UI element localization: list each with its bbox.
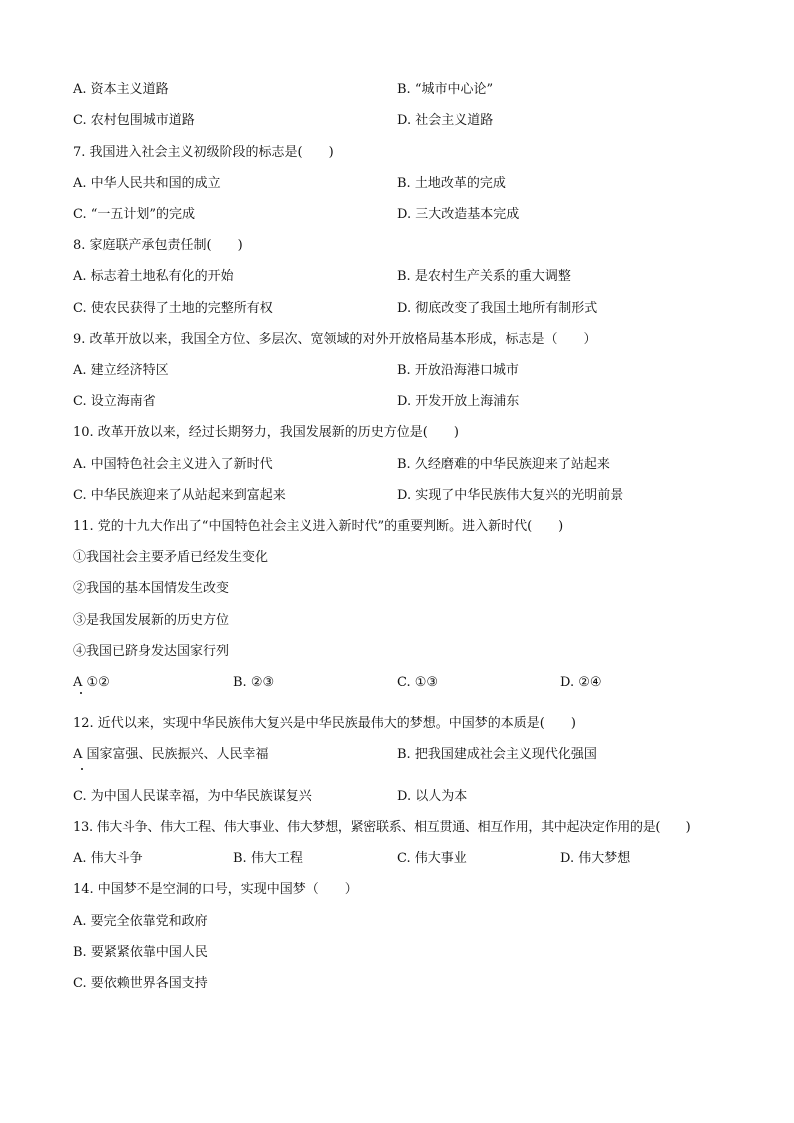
q8-stem: 8. 家庭联产承包责任制( ) (73, 238, 243, 253)
q13-option-b: B. 伟大工程 (233, 851, 303, 866)
q7-option-a: A. 中华人民共和国的成立 (73, 176, 221, 191)
q10-option-b: B. 久经磨难的中华民族迎来了站起来 (397, 457, 610, 472)
q8-option-c: C. 使农民获得了土地的完整所有权 (73, 301, 273, 316)
q12-option-d: D. 以人为本 (397, 789, 468, 804)
q11-option-b: B. ②③ (233, 675, 275, 690)
q9-option-b: B. 开放沿海港口城市 (397, 363, 519, 378)
q11-statement-1: ①我国社会主要矛盾已经发生变化 (73, 550, 269, 565)
q11-option-a-dot (80, 692, 82, 694)
q12-stem: 12. 近代以来，实现中华民族伟大复兴是中华民族最伟大的梦想。中国梦的本质是( ) (73, 716, 576, 731)
q14-stem: 14. 中国梦不是空洞的口号，实现中国梦（ ） (73, 882, 358, 897)
q6-option-c: C. 农村包围城市道路 (73, 113, 195, 128)
q13-option-c: C. 伟大事业 (397, 851, 467, 866)
q11-option-c: C. ①③ (397, 675, 439, 690)
q7-option-b: B. 土地改革的完成 (397, 176, 506, 191)
q13-option-a: A. 伟大斗争 (73, 851, 143, 866)
q11-statement-4: ④我国已跻身发达国家行列 (73, 644, 230, 659)
q12-option-a: A 国家富强、民族振兴、人民幸福 (73, 747, 269, 762)
q11-statement-3: ③是我国发展新的历史方位 (73, 613, 230, 628)
q12-option-c: C. 为中国人民谋幸福，为中华民族谋复兴 (73, 789, 312, 804)
q6-option-b: B. “城市中心论” (397, 82, 494, 97)
q7-option-d: D. 三大改造基本完成 (397, 207, 520, 222)
q11-option-a: A ①② (73, 675, 110, 690)
q12-option-b: B. 把我国建成社会主义现代化强国 (397, 747, 597, 762)
q10-option-a: A. 中国特色社会主义进入了新时代 (73, 457, 273, 472)
q9-option-d: D. 开发开放上海浦东 (397, 394, 520, 409)
q8-option-b: B. 是农村生产关系的重大调整 (397, 269, 571, 284)
q12-option-a-dot (81, 768, 83, 770)
q13-option-d: D. 伟大梦想 (560, 851, 631, 866)
q11-option-d: D. ②④ (560, 675, 602, 690)
q9-option-a: A. 建立经济特区 (73, 363, 169, 378)
q14-option-b: B. 要紧紧依靠中国人民 (73, 945, 208, 960)
q7-option-c: C. “一五计划”的完成 (73, 207, 196, 222)
q9-stem: 9. 改革开放以来，我国全方位、多层次、宽领域的对外开放格局基本形成，标志是（ ） (73, 332, 597, 347)
q10-stem: 10. 改革开放以来，经过长期努力，我国发展新的历史方位是( ) (73, 425, 459, 440)
q7-stem: 7. 我国进入社会主义初级阶段的标志是( ) (73, 145, 334, 160)
q6-option-a: A. 资本主义道路 (73, 82, 169, 97)
q9-option-c: C. 设立海南省 (73, 394, 156, 409)
q8-option-a: A. 标志着土地私有化的开始 (73, 269, 234, 284)
q8-option-d: D. 彻底改变了我国土地所有制形式 (397, 301, 598, 316)
q10-option-d: D. 实现了中华民族伟大复兴的光明前景 (397, 488, 624, 503)
q6-option-d: D. 社会主义道路 (397, 113, 494, 128)
q11-statement-2: ②我国的基本国情发生改变 (73, 581, 230, 596)
q14-option-a: A. 要完全依靠党和政府 (73, 914, 208, 929)
q10-option-c: C. 中华民族迎来了从站起来到富起来 (73, 488, 286, 503)
q14-option-c: C. 要依赖世界各国支持 (73, 976, 208, 991)
q11-stem: 11. 党的十九大作出了“中国特色社会主义进入新时代”的重要判断。进入新时代( ) (73, 519, 564, 534)
q13-stem: 13. 伟大斗争、伟大工程、伟大事业、伟大梦想，紧密联系、相互贯通、相互作用，其中起决定作用的是( ) (73, 820, 691, 835)
